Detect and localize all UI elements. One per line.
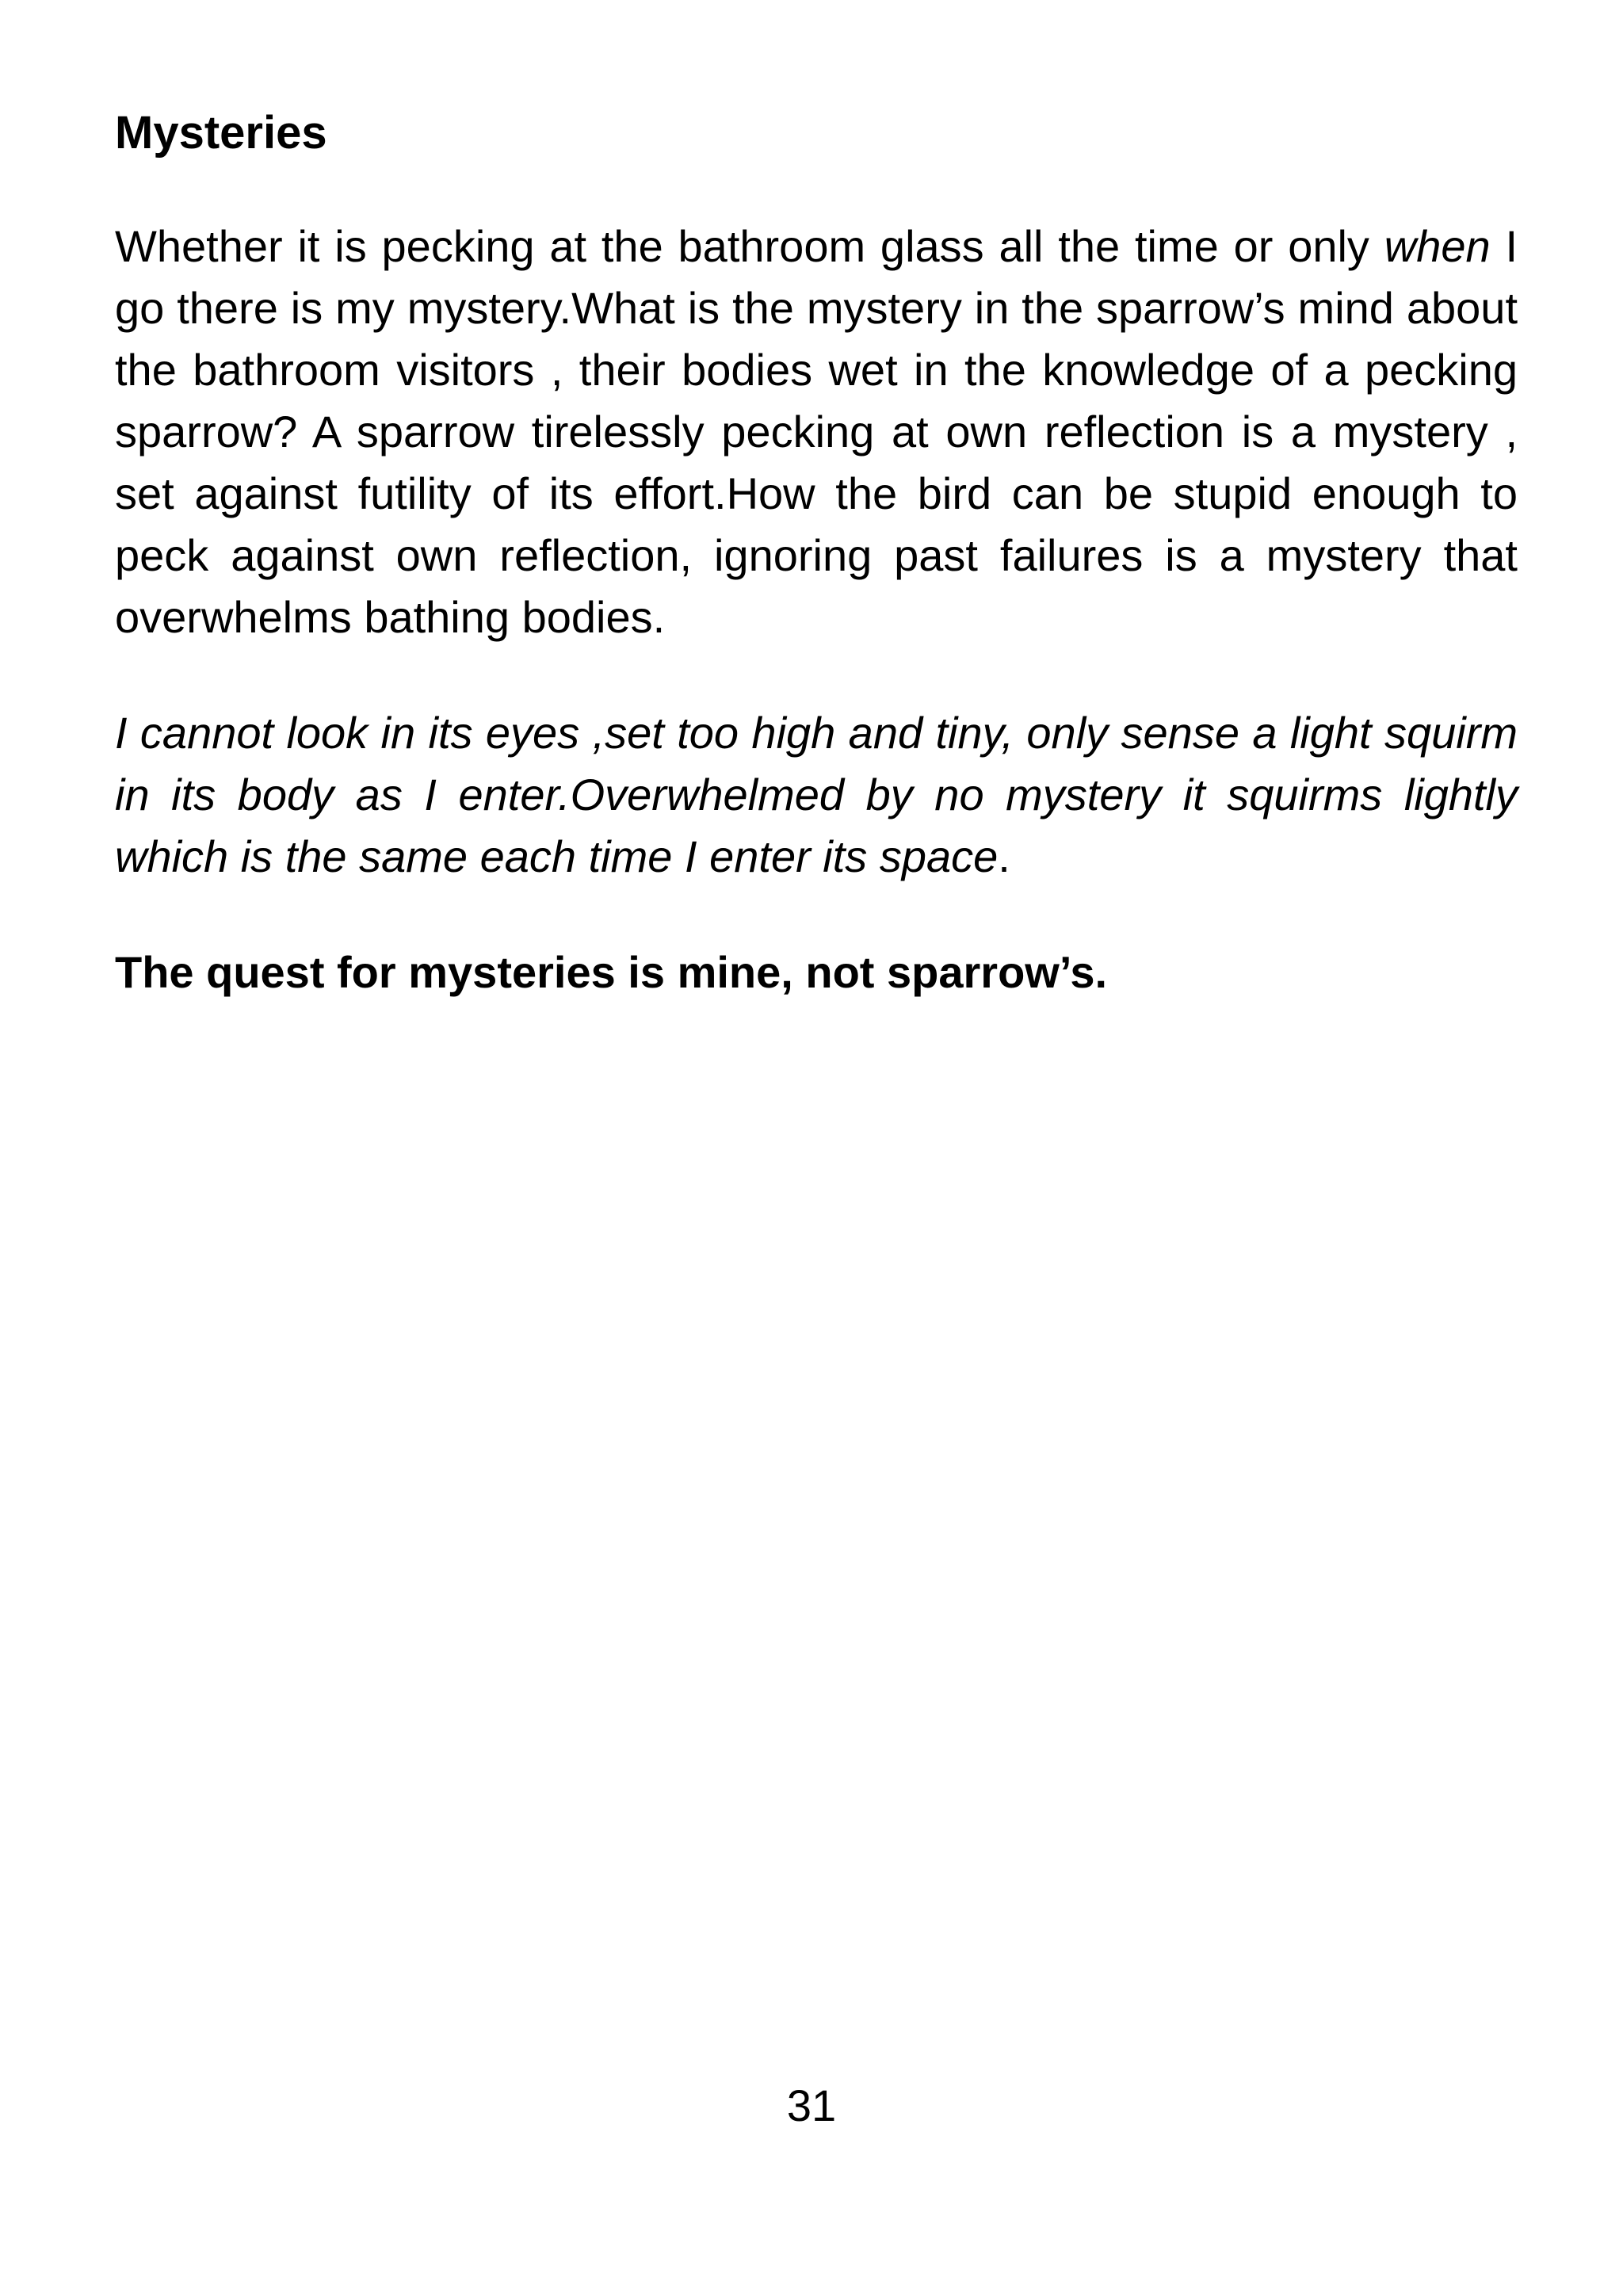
paragraph-1-text-after: I go there is my mystery.What is the mystery in the sparrow’s mind about the bathroom visitors , their bodies wet in the knowledge of a pecking sparrow? A sparrow tirelessly pecking at own reflection is a mystery , set against futility of its effort.How the bird can be stupid enough to peck against own reflection, ignoring past failures is a mystery that overwhelms bathing bodies.: [115, 221, 1518, 642]
paragraph-1-emphasis: when: [1384, 221, 1491, 271]
paragraph-1-text-before: Whether it is pecking at the bathroom glass all the time or only: [115, 221, 1384, 271]
paragraph-2-italic-text: I cannot look in its eyes ,set too high and tiny, only sense a light squirm in its body as I enter.Overwhelmed by no mystery it squirms lightly which is the same each time I enter its space: [115, 708, 1518, 881]
page-title: Mysteries: [115, 107, 327, 159]
paragraph-1: [115, 216, 1518, 648]
paragraph-2-trailing: .: [998, 831, 1010, 881]
closing-line: The quest for mysteries is mine, not sparrow’s.: [115, 947, 1108, 997]
paragraph-2: [115, 702, 1518, 888]
page-content: [115, 101, 1518, 1003]
page-number: 31: [786, 2080, 837, 2130]
